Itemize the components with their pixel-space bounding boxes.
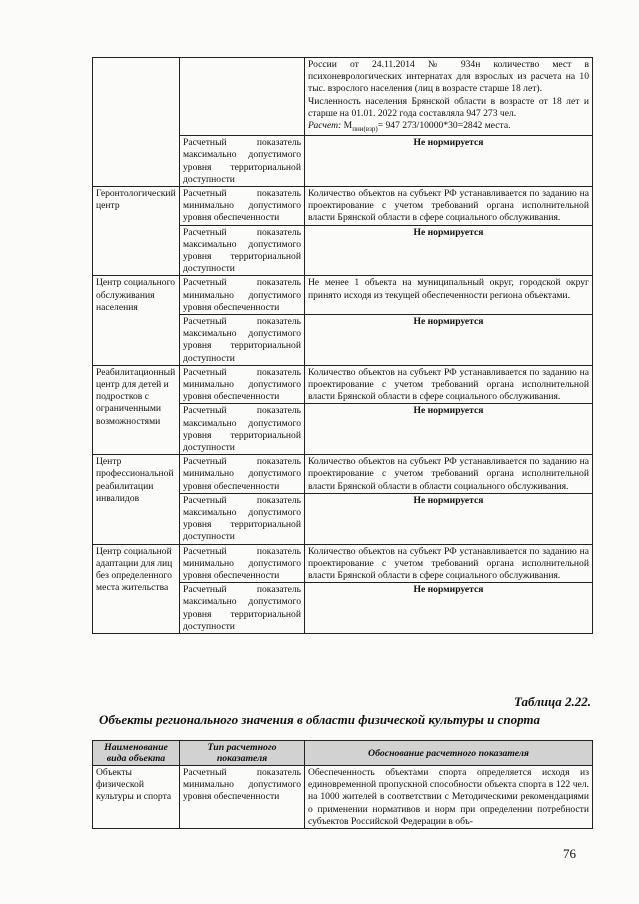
column-header: Обоснование расчетного показателя (305, 741, 593, 766)
indicator-cell: Расчетный показатель максимально допустимого уровня территориальной доступности (180, 493, 305, 544)
formula-result: = 947 273/10000*30=2842 места. (377, 120, 511, 132)
indicator-cell: Расчетный показатель минимально допустимого уровня обеспеченности (180, 276, 305, 315)
indicator-cell: Расчетный показатель максимально допустимого уровня территориальной доступности (180, 314, 305, 365)
value-cell: Количество объектов на субъект РФ устанавливается по заданию на проектирование с учетом требований органа исполнительной власти Брянской области в области социального обслуживания. (305, 455, 593, 494)
object-name-cell (93, 58, 180, 187)
indicator-cell: Расчетный показатель минимально допустимого уровня обеспеченности (180, 186, 305, 225)
value-cell: Обеспеченность объектами спорта определяется исходя из единовременной пропускной способности объекта спорта в 122 чел. на 1000 жителей в соответствии с Методическими рекомендациями о применении нормативов и норм при определении потребности субъектов Российской Федерации в объ- (305, 766, 593, 829)
value-cell: Не нормируется (305, 136, 593, 187)
table-row (93, 365, 593, 404)
table-row (93, 766, 593, 829)
table-caption-title: Объекты регионального значения в области физической культуры и спорта (98, 712, 541, 727)
value-text: России от 24.11.2014 № 934н количество мест в психоневрологических интернатах для взрослых из расчета на 10 тыс. взрослого населения (лиц в возрасте старше 18 лет). (308, 59, 589, 95)
calculation-formula (308, 120, 589, 135)
formula-subscript: пни(взр) (352, 124, 378, 133)
object-name-cell: Реабилитационный центр для детей и подростков с ограниченными возможностями (93, 365, 180, 454)
indicator-cell: Расчетный показатель минимально допустимого уровня обеспеченности (180, 544, 305, 583)
value-cell: Не нормируется (305, 404, 593, 455)
object-name-cell: Геронтологический центр (93, 186, 180, 275)
value-cell: Не нормируется (305, 225, 593, 276)
value-cell: Количество объектов на субъект РФ устанавливается по заданию на проектирование с учетом требований органа исполнительной власти Брянской области в сфере социального обслуживания. (305, 544, 593, 583)
table-row (93, 58, 593, 136)
table-caption-number: Таблица 2.22. (513, 694, 591, 709)
value-cell: Не менее 1 объекта на муниципальный округ, городской округ принято исходя из текущей обеспеченности региона объектами. (305, 276, 593, 315)
indicator-cell: Расчетный показатель минимально допустимого уровня обеспеченности (180, 766, 305, 829)
value-text: Численность населения Брянской области в возрасте от 18 лет и старше на 01.01. 2022 года составляла 947 273 чел. (308, 95, 589, 119)
object-name-cell: Центр социальной адаптации для лиц без определенного места жительства (93, 544, 180, 633)
formula-expr: М (341, 120, 353, 132)
object-name-cell: Объекты физической культуры и спорта (93, 766, 180, 829)
sports-objects-table (92, 740, 593, 829)
table-row (93, 276, 593, 315)
indicator-cell: Расчетный показатель максимально допустимого уровня территориальной доступности (180, 583, 305, 634)
object-name-cell: Центр социального обслуживания населения (93, 276, 180, 365)
value-cell: Не нормируется (305, 314, 593, 365)
page-number: 76 (563, 846, 576, 861)
value-cell: Количество объектов на субъект РФ устанавливается по заданию на проектирование с учетом требований органа исполнительной власти Брянской области в сфере социального обслуживания. (305, 365, 593, 404)
indicator-cell: Расчетный показатель максимально допустимого уровня территориальной доступности (180, 136, 305, 187)
table-header-row (93, 741, 593, 766)
value-cell: Количество объектов на субъект РФ устанавливается по заданию на проектирование с учетом требований органа исполнительной власти Брянской области в сфере социального обслуживания. (305, 186, 593, 225)
indicator-cell: Расчетный показатель минимально допустимого уровня обеспеченности (180, 455, 305, 494)
column-header: Тип расчетного показателя (180, 741, 305, 766)
indicator-cell: Расчетный показатель минимально допустимого уровня обеспеченности (180, 365, 305, 404)
column-header: Наименование вида объекта (93, 741, 180, 766)
value-cell: Не нормируется (305, 493, 593, 544)
formula-label: Расчет: (308, 120, 342, 132)
value-cell: Не нормируется (305, 583, 593, 634)
indicator-cell: Расчетный показатель максимально допустимого уровня территориальной доступности (180, 225, 305, 276)
indicator-cell: Расчетный показатель максимально допустимого уровня территориальной доступности (180, 404, 305, 455)
table-row (93, 544, 593, 583)
value-cell (305, 58, 593, 136)
table-row (93, 455, 593, 494)
table-row (93, 186, 593, 225)
social-objects-table (92, 57, 593, 634)
indicator-cell (180, 58, 305, 136)
object-name-cell: Центр профессиональной реабилитации инвалидов (93, 455, 180, 544)
